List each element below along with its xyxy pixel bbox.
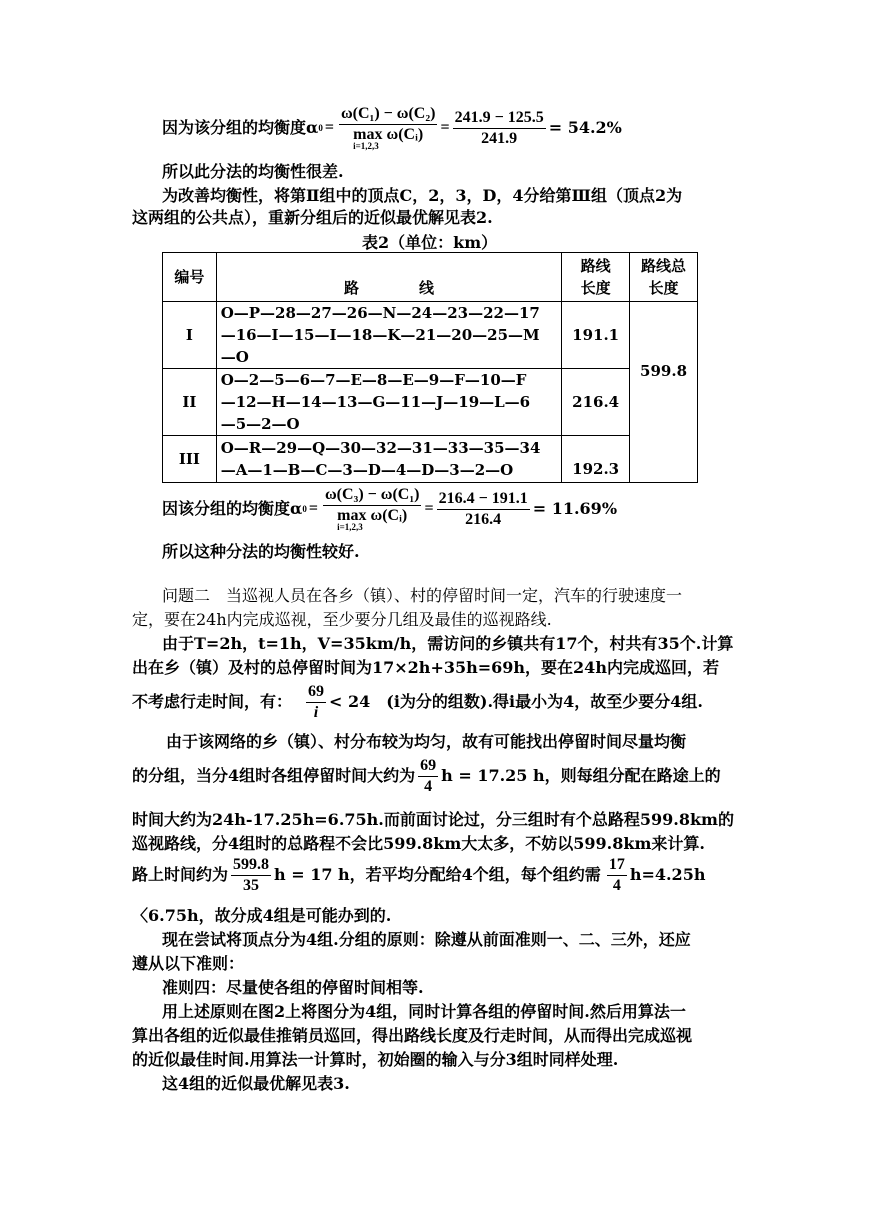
header-id: 编号 — [163, 253, 217, 302]
formula-2-denominator: max ω(Cᵢ) — [337, 507, 408, 524]
paragraph: 算出各组的近似最佳推销员巡回，得出路线长度及行走时间，从而得出完成巡视 — [132, 1026, 693, 1045]
formula-2-num-values: 216.4 − 191.1 — [437, 490, 530, 510]
paragraph: 用上述原则在图2上将图分为4组，同时计算各组的停留时间.然后用算法一 — [162, 1002, 686, 1021]
formula-2-numerator: ω(C₃) − ω(C₁) — [323, 486, 422, 506]
formula-1-prefix: 因为该分组的均衡度α — [162, 118, 319, 137]
paragraph: 出在乡（镇）及村的总停留时间为17×2h+35h=69h，要在24h内完成巡回，若 — [132, 658, 719, 677]
header-route: 路 线 — [216, 253, 562, 302]
formula-1-den-values: 241.9 — [481, 129, 518, 147]
table-row — [163, 436, 698, 483]
formula-2-fraction — [323, 486, 422, 532]
paragraph: 巡视路线，分4组时的总路程不会比599.8km大太多，不妨以599.8km来计算. — [132, 834, 705, 853]
question-two: 定，要在24h内完成巡视，至少要分几组及最佳的巡视路线. — [132, 610, 552, 629]
formula-2-sub: 0 — [302, 504, 307, 514]
route-table — [162, 252, 698, 483]
paragraph: 准则四：尽量使各组的停留时间相等. — [162, 978, 424, 997]
formula-1-numerator: ω(C₁) − ω(C₂) — [339, 105, 438, 125]
paragraph: 这两组的公共点），重新分组后的近似最优解见表2. — [132, 208, 493, 227]
formula-1-fraction — [339, 105, 438, 151]
formula-balance-1: 因为该分组的均衡度α 0 = ω(C₁) − ω(C₂) max ω(Cᵢ) i=1,2,3 = $\frac{241.9 - 125.5}{241.9}$ = 54.2% — [162, 105, 622, 151]
paragraph-fraction: 的分组，当分4组时各组停留时间大约为 $\frac{69}{4}$ h = 17.25 h，则每组分配在路途上的 — [132, 756, 721, 795]
question-two: 问题二 当巡视人员在各乡（镇）、村的停留时间一定，汽车的行驶速度一 — [162, 586, 683, 605]
total-length: 599.8 — [630, 302, 698, 483]
paragraph: 由于T=2h，t=1h，V=35km/h，需访问的乡镇共有17个，村共有35个.计算 — [162, 634, 734, 653]
formula-2-result: = 11.69% — [532, 499, 618, 518]
row-id: I — [163, 302, 217, 369]
formula-2-den-values: 216.4 — [465, 510, 502, 528]
header-total: 路线总 长度 — [630, 253, 698, 302]
paragraph: 这4组的近似最优解见表3. — [162, 1074, 350, 1093]
formula-2-prefix: 因该分组的均衡度α — [162, 499, 303, 518]
formula-1-num-values: 241.9 − 125.5 — [453, 109, 546, 129]
formula-2-den-subscript: i=1,2,3 — [337, 522, 363, 532]
row-route: O—2—5—6—7—E—8—E—9—F—10—F —12—H—14—13—G—11—J—19—L—6 —5—2—O — [216, 369, 562, 436]
table-caption: 表2（单位：km） — [362, 233, 498, 252]
table-row — [163, 369, 698, 436]
row-length: 192.3 — [562, 436, 630, 483]
row-route: O—P—28—27—26—N—24—23—22—17 —16—I—15—I—18—K—21—20—25—M —O — [216, 302, 562, 369]
row-route: O—R—29—Q—30—32—31—33—35—34 —A—1—B—C—3—D—4—D—3—2—O — [216, 436, 562, 483]
row-length: 191.1 — [562, 302, 630, 369]
header-length: 路线 长度 — [562, 253, 630, 302]
table-row — [163, 302, 698, 369]
formula-1-den-subscript: i=1,2,3 — [353, 141, 379, 151]
paragraph-inequality: 不考虑行走时间，有： $\frac{69}{i}$ < 24 (i为分的组数).得i最小为4，故至少要分4组. — [132, 682, 703, 721]
paragraph: 遵从以下准则： — [132, 954, 245, 973]
formula-1-denominator: max ω(Cᵢ) — [353, 126, 424, 143]
paragraph: 为改善均衡性，将第Ⅱ组中的顶点C，2，3，D，4分给第Ⅲ组（顶点2为 — [162, 186, 683, 205]
row-id: III — [163, 436, 217, 483]
paragraph: 时间大约为24h-17.25h=6.75h.而前面讨论过，分三组时有个总路程599.8km的 — [132, 810, 734, 829]
formula-1-result: = 54.2% — [548, 118, 622, 137]
paragraph: 现在尝试将顶点分为4组.分组的原则：除遵从前面准则一、二、三外，还应 — [162, 930, 691, 949]
formula-1-sub: 0 — [318, 123, 323, 133]
formula-balance-2: 因该分组的均衡度α 0 = ω(C₃) − ω(C₁) max ω(Cᵢ) i=1,2,3 = $\frac{216.4 - 191.1}{216.4}$ = 11.69% — [162, 486, 618, 532]
paragraph: 〈6.75h，故分成4组是可能办到的. — [132, 906, 392, 925]
table-header-row — [163, 253, 698, 302]
row-id: II — [163, 369, 217, 436]
formula-2-fraction-values — [437, 490, 530, 529]
paragraph: 所以这种分法的均衡性较好. — [162, 542, 360, 561]
paragraph: 的近似最佳时间.用算法一计算时，初始圈的输入与分3组时同样处理. — [132, 1050, 619, 1069]
paragraph-fraction: 路上时间约为 $\frac{599.8}{35}$ h = 17 h，若平均分配给4个组，每个组约需 $\frac{17}{4}$ h=4.25h — [132, 855, 706, 894]
paragraph: 所以此分法的均衡性很差. — [162, 162, 344, 181]
formula-1-fraction-values — [453, 109, 546, 148]
row-length: 216.4 — [562, 369, 630, 436]
paragraph: 由于该网络的乡（镇）、村分布较为均匀，故有可能找出停留时间尽量均衡 — [166, 732, 687, 751]
